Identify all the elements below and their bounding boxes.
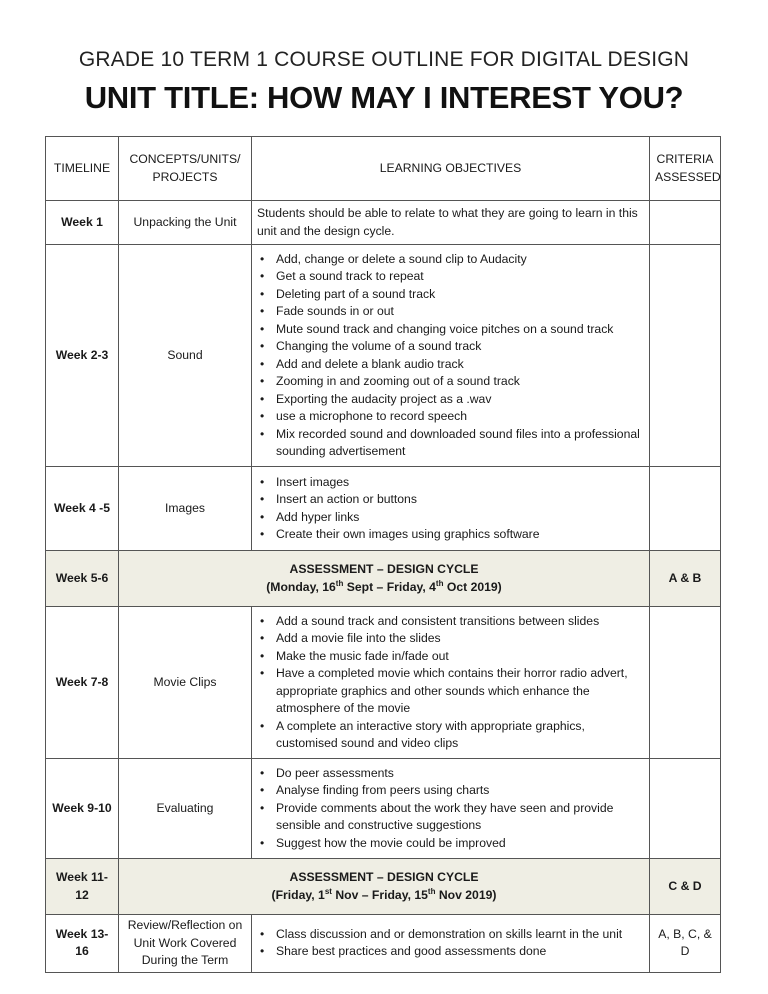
list-item: • Analyse finding from peers using charts <box>276 782 644 800</box>
date-part: Nov 2019) <box>435 887 497 902</box>
list-item: • Make the music fade in/fade out <box>276 648 644 666</box>
criteria-cell: A & B <box>650 551 721 607</box>
week-cell: Week 9-10 <box>46 759 119 859</box>
criteria-cell: A, B, C, & D <box>650 915 721 973</box>
list-item: • Changing the volume of a sound track <box>276 338 644 356</box>
assessment-dates <box>124 579 644 597</box>
objectives-list <box>257 474 644 544</box>
list-item: • Provide comments about the work they have seen and provide sensible and constructive suggestions <box>276 800 644 835</box>
criteria-cell <box>650 201 721 245</box>
criteria-cell <box>650 467 721 551</box>
list-item: • Share best practices and good assessments done <box>276 943 644 961</box>
list-item: • Add a sound track and consistent transitions between slides <box>276 613 644 631</box>
date-part: Oct 2019) <box>443 579 502 594</box>
criteria-cell <box>650 245 721 467</box>
list-item: • Mix recorded sound and downloaded sound files into a professional sounding advertisement <box>276 426 644 461</box>
concept-cell: Evaluating <box>119 759 252 859</box>
criteria-cell: C & D <box>650 859 721 915</box>
date-suffix: th <box>427 886 436 896</box>
list-item: • Insert an action or buttons <box>276 491 644 509</box>
header-objectives: LEARNING OBJECTIVES <box>252 137 650 201</box>
assessment-row <box>46 551 721 607</box>
list-item: • Fade sounds in or out <box>276 303 644 321</box>
date-part: Nov – Friday, 15 <box>331 887 428 902</box>
criteria-cell <box>650 759 721 859</box>
list-item: • Do peer assessments <box>276 765 644 783</box>
list-item: • Insert images <box>276 474 644 492</box>
date-part: (Monday, 16 <box>266 579 336 594</box>
list-item: • Have a completed movie which contains their horror radio advert, appropriate graphics and other sounds which enhance the atmosphere of the movie <box>276 665 644 718</box>
objective-text: Students should be able to relate to what they are going to learn in this unit and the design cycle. <box>252 201 650 245</box>
objectives-list <box>257 251 644 461</box>
objectives-cell <box>252 915 650 973</box>
course-outline-table <box>45 136 721 973</box>
table-row <box>46 245 721 467</box>
unit-title: UNIT TITLE: HOW MAY I INTEREST YOU? <box>84 80 684 115</box>
list-item: • A complete an interactive story with appropriate graphics, customised sound and video clips <box>276 718 644 753</box>
list-item: • Add and delete a blank audio track <box>276 356 644 374</box>
week-cell: Week 2-3 <box>46 245 119 467</box>
assessment-title: ASSESSMENT – DESIGN CYCLE <box>289 562 479 576</box>
course-subtitle: GRADE 10 TERM 1 COURSE OUTLINE FOR DIGITAL DESIGN <box>78 48 690 71</box>
list-item: • Deleting part of a sound track <box>276 286 644 304</box>
objectives-cell <box>252 467 650 551</box>
list-item: • Zooming in and zooming out of a sound track <box>276 373 644 391</box>
header-concepts: CONCEPTS/UNITS/ PROJECTS <box>119 137 252 201</box>
week-cell: Week 1 <box>46 201 119 245</box>
list-item: • Add a movie file into the slides <box>276 630 644 648</box>
week-cell: Week 4 -5 <box>46 467 119 551</box>
list-item: • Create their own images using graphics software <box>276 526 644 544</box>
table-row <box>46 607 721 759</box>
list-item: • Add, change or delete a sound clip to Audacity <box>276 251 644 269</box>
header-row <box>46 137 721 201</box>
list-item: • Exporting the audacity project as a .wav <box>276 391 644 409</box>
table-row <box>46 467 721 551</box>
list-item: • use a microphone to record speech <box>276 408 644 426</box>
concept-cell: Movie Clips <box>119 607 252 759</box>
assessment-cell <box>119 859 650 915</box>
objectives-cell <box>252 759 650 859</box>
concept-cell: Images <box>119 467 252 551</box>
table-row <box>46 759 721 859</box>
list-item: • Class discussion and or demonstration on skills learnt in the unit <box>276 926 644 944</box>
objectives-cell <box>252 607 650 759</box>
date-suffix: th <box>335 578 344 588</box>
criteria-cell <box>650 607 721 759</box>
week-cell: Week 5-6 <box>46 551 119 607</box>
header-timeline: TIMELINE <box>46 137 119 201</box>
table-row <box>46 915 721 973</box>
list-item: • Suggest how the movie could be improved <box>276 835 644 853</box>
list-item: • Mute sound track and changing voice pitches on a sound track <box>276 321 644 339</box>
assessment-row <box>46 859 721 915</box>
concept-cell: Unpacking the Unit <box>119 201 252 245</box>
concept-cell: Sound <box>119 245 252 467</box>
date-part: (Friday, 1 <box>271 887 325 902</box>
date-suffix: th <box>435 578 444 588</box>
objectives-cell <box>252 245 650 467</box>
table-row <box>46 201 721 245</box>
week-cell: Week 13-16 <box>46 915 119 973</box>
date-suffix: st <box>324 886 332 896</box>
objectives-list <box>257 613 644 753</box>
assessment-cell <box>119 551 650 607</box>
date-part: Sept – Friday, 4 <box>343 579 436 594</box>
assessment-title: ASSESSMENT – DESIGN CYCLE <box>289 870 479 884</box>
list-item: • Add hyper links <box>276 509 644 527</box>
objectives-list <box>257 765 644 853</box>
assessment-dates <box>124 887 644 905</box>
objectives-list <box>257 926 644 961</box>
concept-cell: Review/Reflection on Unit Work Covered During the Term <box>119 915 252 973</box>
week-cell: Week 11-12 <box>46 859 119 915</box>
header-criteria: CRITERIA ASSESSED <box>650 137 721 201</box>
week-cell: Week 7-8 <box>46 607 119 759</box>
list-item: • Get a sound track to repeat <box>276 268 644 286</box>
